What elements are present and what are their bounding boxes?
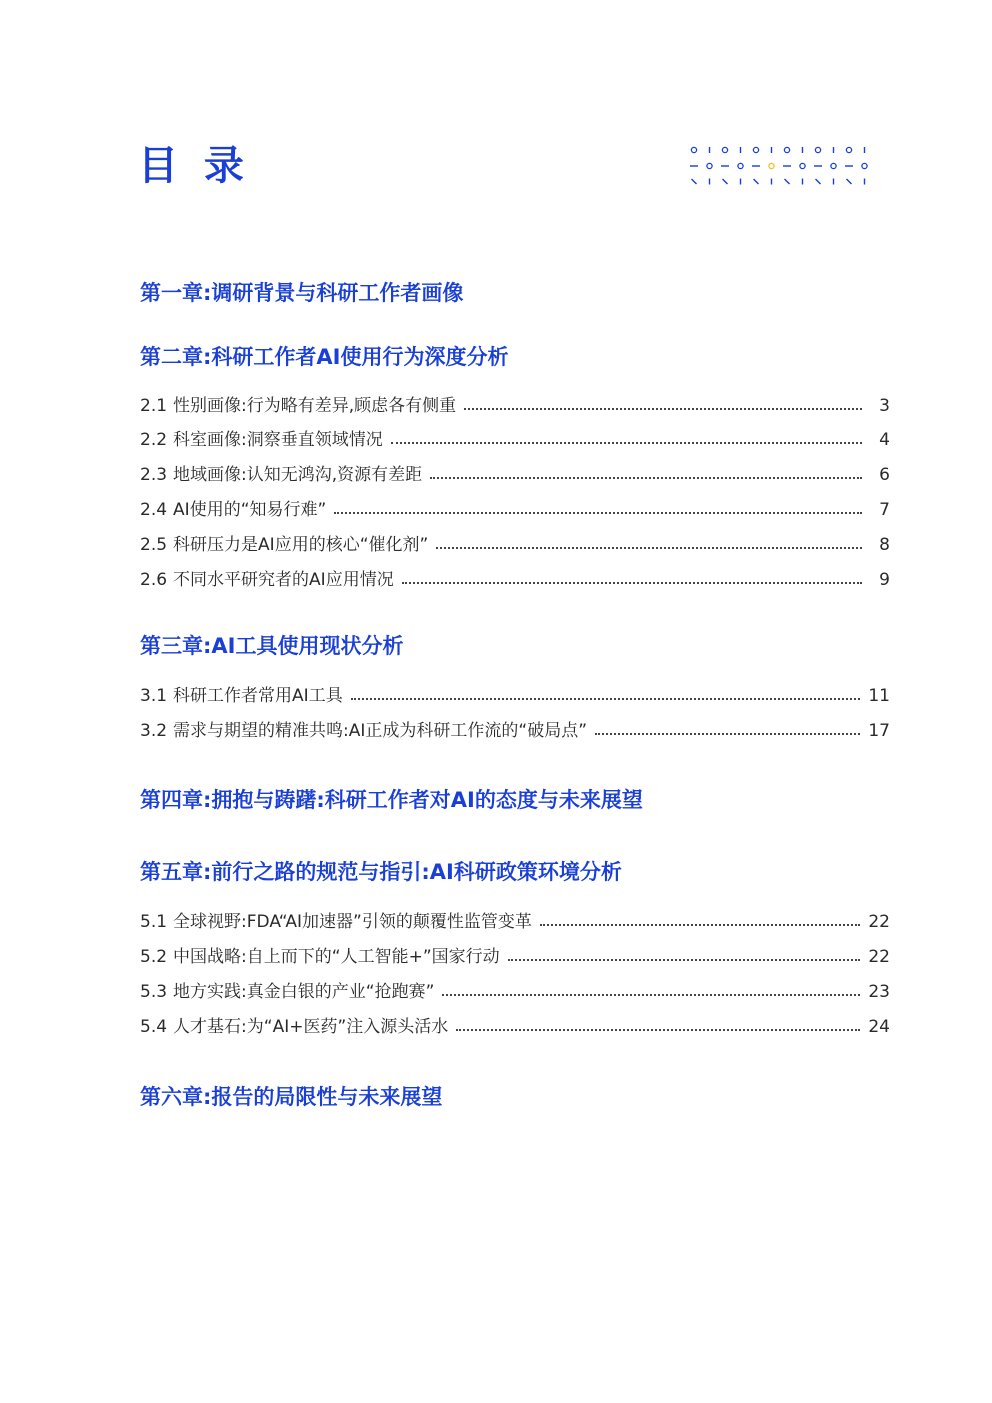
chapter-4-title[interactable]: 第四章:拥抱与踌躇:科研工作者对AI的态度与未来展望 (140, 788, 643, 812)
entry-label: 地方实践:真金白银的产业“抢跑赛” (173, 982, 435, 1002)
dot-leader (430, 477, 862, 479)
entry-label: 中国战略:自上而下的“人工智能+”国家行动 (173, 947, 500, 967)
toc-entry[interactable] (140, 944, 890, 970)
entry-label: AI使用的“知易行难” (173, 500, 327, 520)
entry-page-number: 22 (868, 912, 890, 932)
entry-number: 2.3 (140, 465, 168, 485)
chapter-1-title[interactable]: 第一章:调研背景与科研工作者画像 (140, 281, 464, 305)
entry-number: 2.5 (140, 535, 168, 555)
entry-label: 科研工作者常用AI工具 (173, 686, 343, 706)
chapter-5-title[interactable]: 第五章:前行之路的规范与指引:AI科研政策环境分析 (140, 860, 622, 884)
entry-label: 需求与期望的精准共鸣:AI正成为科研工作流的“破局点” (173, 721, 588, 741)
entry-page-number: 3 (879, 396, 890, 416)
entry-number: 2.4 (140, 500, 168, 520)
entry-number: 5.4 (140, 1017, 168, 1037)
entry-page-number: 24 (868, 1017, 890, 1037)
entry-label: 人才基石:为“AI+医药”注入源头活水 (173, 1017, 449, 1037)
entry-number: 2.2 (140, 430, 168, 450)
entry-page-number: 9 (879, 570, 890, 590)
entry-label: 性别画像:行为略有差异,顾虑各有侧重 (173, 396, 457, 416)
entry-number: 5.1 (140, 912, 168, 932)
dot-leader (391, 442, 862, 444)
entry-page-number: 17 (868, 721, 890, 741)
toc-entry[interactable] (140, 462, 890, 488)
toc-entry[interactable] (140, 427, 890, 453)
toc-entry[interactable] (140, 683, 890, 709)
entry-page-number: 8 (879, 535, 890, 555)
toc-entry[interactable] (140, 718, 890, 744)
entry-number: 5.2 (140, 947, 168, 967)
entry-number: 2.1 (140, 396, 168, 416)
toc-entry[interactable] (140, 567, 890, 593)
chapter-6-title[interactable]: 第六章:报告的局限性与未来展望 (140, 1085, 443, 1109)
entry-label: 科室画像:洞察垂直领域情况 (173, 430, 383, 450)
chapter-2-title[interactable]: 第二章:科研工作者AI使用行为深度分析 (140, 345, 509, 369)
entry-page-number: 23 (868, 982, 890, 1002)
toc-entry[interactable] (140, 979, 890, 1005)
dot-leader (540, 924, 861, 926)
entry-label: 不同水平研究者的AI应用情况 (173, 570, 394, 590)
entry-page-number: 22 (868, 947, 890, 967)
entry-page-number: 4 (879, 430, 890, 450)
toc-entry[interactable] (140, 1014, 890, 1040)
entry-page-number: 11 (868, 686, 890, 706)
entry-number: 2.6 (140, 570, 168, 590)
entry-label: 地域画像:认知无鸿沟,资源有差距 (173, 465, 423, 485)
toc-entry[interactable] (140, 532, 890, 558)
binary-dot-pattern-icon (690, 144, 880, 188)
chapter-3-title[interactable]: 第三章:AI工具使用现状分析 (140, 634, 404, 658)
entry-page-number: 7 (879, 500, 890, 520)
entry-number: 3.1 (140, 686, 168, 706)
dot-leader (351, 698, 861, 700)
dot-leader (436, 547, 862, 549)
entry-label: 科研压力是AI应用的核心“催化剂” (173, 535, 429, 555)
entry-number: 3.2 (140, 721, 168, 741)
entry-page-number: 6 (879, 465, 890, 485)
toc-entry[interactable] (140, 497, 890, 523)
entry-number: 5.3 (140, 982, 168, 1002)
dot-leader (508, 959, 861, 961)
dot-leader (595, 733, 860, 735)
dot-leader (402, 582, 862, 584)
page-title: 目 录 (138, 143, 250, 189)
toc-entry[interactable] (140, 393, 890, 419)
dot-leader (334, 512, 862, 514)
toc-entry[interactable] (140, 909, 890, 935)
dot-leader (442, 994, 860, 996)
dot-leader (464, 408, 862, 410)
entry-label: 全球视野:FDA“AI加速器”引领的颠覆性监管变革 (173, 912, 532, 932)
dot-leader (456, 1029, 860, 1031)
